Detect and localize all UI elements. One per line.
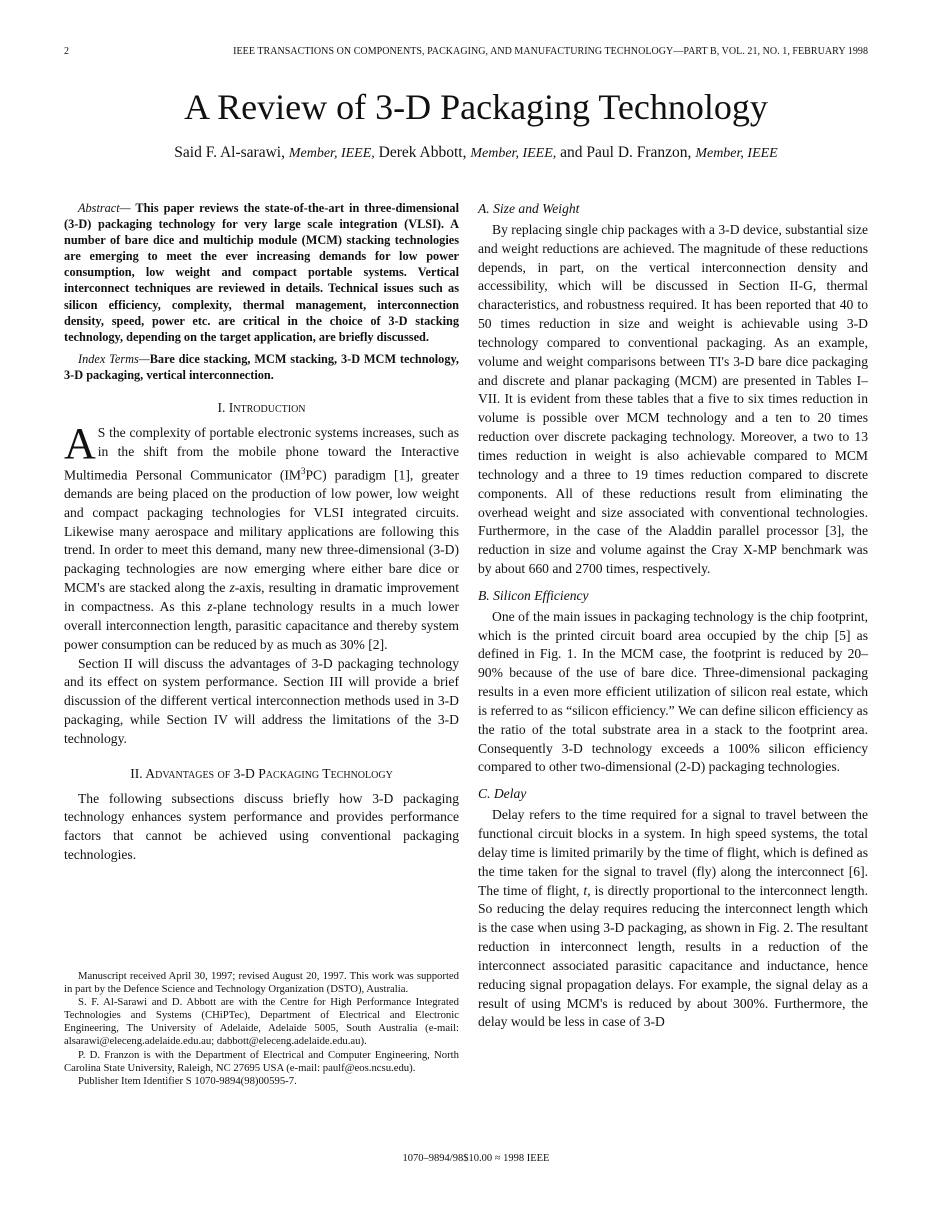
- copyright-footer: 1070–9894/98$10.00 ≈ 1998 IEEE: [402, 1153, 550, 1164]
- author-name: Derek Abbott,: [378, 144, 467, 161]
- subsection-heading: A. Size and Weight: [478, 201, 580, 216]
- author-role: Member, IEEE,: [288, 146, 375, 161]
- author-name: and Paul D. Franzon,: [560, 144, 692, 161]
- math-var: z: [229, 580, 235, 596]
- footnote: S. F. Al-Sarawi and D. Abbott are with the Centre for High Performance Integrated Technologies and Systems (CHiPTec), Department of Electrical and Electronic Engineering, The University of Adelaide, Adelaide 5005, South Australia (e-mail: alsarawi@eleceng.adelaide.edu.au; dabbott@eleceng.adelaide.edu.au).: [64, 996, 459, 1048]
- drop-cap: A: [64, 418, 96, 468]
- index-terms: [64, 351, 459, 383]
- math-var: t: [583, 882, 588, 898]
- index-terms-text: Bare dice stacking, MCM stacking, 3-D MCM technology, 3-D packaging, vertical interconnection.: [64, 351, 460, 382]
- left-column: [64, 200, 459, 865]
- paragraph: [478, 806, 868, 1032]
- paragraph: One of the main issues in packaging technology is the chip footprint, which is the printed circuit board area occupied by the chip [5] as defined in Fig. 1. In the MCM case, the footprint is reduced by 20–90% because of the use of bare dice. Three-dimensional packaging results in a even more efficient utilization of silicon real estate, which is referred to as “silicon efficiency.” We can define silicon efficiency as the ratio of the total substrate area in a stack to the footprint area. Consequently 3-D technology exceeds a 100% silicon efficiency compared to other two-dimensional (2-D) packaging technologies.: [478, 608, 868, 775]
- paragraph: Section II will discuss the advantages of 3-D packaging technology and its effect on system performance. Section III will provide a brief discussion of the different vertical interconnection methods used in 3-D packaging, while Section IV will address the limitations of the 3-D technology.: [64, 655, 459, 746]
- footnote: Publisher Item Identifier S 1070-9894(98)00595-7.: [78, 1074, 297, 1087]
- right-column: [478, 200, 868, 1032]
- math-var: z: [207, 599, 213, 614]
- text: , is directly proportional to the interconnect length. So reducing the delay requires reducing the interconnect length which is the case when using 3-D packaging, as shown in Fig. 2. The resultant reduction in interconnect length, results in a reduction of the interconnect associated parasitic capacitance and inductance, hence reducing signal propagation delays. For example, the signal delay as a result of using MCM's is reduced by about 300%. Furthermore, the delay would be less in case of 3-D: [478, 882, 868, 1030]
- paragraph: [64, 418, 459, 655]
- author-name: Said F. Al-sarawi,: [174, 144, 285, 161]
- authors: [0, 144, 952, 162]
- abstract-text: This paper reviews the state-of-the-art in three-dimensional (3-D) packaging technology for very large scale integration (VLSI). A number of bare dice and multichip module (MCM) stacking technologies are emerging to meet the ever increasing demands for low power consumption, low weight and compact portable systems. Vertical interconnect techniques are reviewed in details. Technical issues such as silicon efficiency, complexity, thermal management, interconnection density, speed, power etc. are critical in the choice of 3-D stacking technology, depending on the target application, are briefly discussed.: [64, 201, 459, 344]
- abstract: [64, 200, 459, 345]
- paper-title: A Review of 3-D Packaging Technology: [184, 87, 768, 127]
- author-role: Member, IEEE: [695, 146, 778, 161]
- page-number: 2: [64, 46, 69, 57]
- abstract-label: Abstract—: [78, 201, 131, 215]
- footnotes: [64, 970, 459, 1088]
- journal-title: IEEE TRANSACTIONS ON COMPONENTS, PACKAGING, AND MANUFACTURING TECHNOLOGY—PART B, VOL. 21, NO. 1, FEBRUARY 1998: [233, 46, 868, 57]
- subsection-heading: B. Silicon Efficiency: [478, 587, 589, 603]
- text: S the complexity of portable electronic systems increases, such as in the shift from the mobile phone toward the Interactive Multimedia Personal Communicator (IM: [64, 424, 459, 483]
- text: PC) paradigm [1], greater demands are being placed on the production of low power, low weight and compact packaging technologies for VLSI integrated circuits. Likewise many aerospace and military applications are following this trend. In order to meet this demand, many new three-dimensional (3-D) packaging technologies are now emerging where either bare dice or MCM's are stacked along the: [64, 467, 459, 596]
- section-heading: I. Introduction: [217, 400, 306, 416]
- superscript: 3: [300, 465, 306, 476]
- index-terms-label: Index Terms—: [78, 351, 150, 366]
- footnote: P. D. Franzon is with the Department of Electrical and Computer Engineering, North Carolina State University, Raleigh, NC 27695 USA (e-mail: paulf@eos.ncsu.edu).: [64, 1048, 459, 1074]
- text: -axis, resulting in dramatic improvement in compactness. As this: [64, 580, 459, 614]
- paragraph: By replacing single chip packages with a 3-D device, substantial size and weight reductions are achieved. The magnitude of these reductions depends, in part, on the vertical interconnection density and accessibility, which will be discussed in Section II-G, thermal characteristics, and robustness required. It has been reported that 40 to 50 times reduction in size and weight is achievable using 3-D technology compared to conventional packaging. As an example, volume and weight comparisons between TI's 3-D bare dice packaging and discrete and planar packaging (MCM) are presented in Tables I–VII. It is evident from these tables that a five to six times reduction in volume is possible over MCM technology and a ten to 20 times reduction over discrete packaging technology. Moreover, a two to 13 times reduction in weight is also achievable compared to MCM technology and a three to 19 times reduction compared to discrete components. All of these reductions result from eliminating the overhead weight and size associated with conventional technologies. Furthermore, in the case of the Aladdin parallel processor [3], the reduction in size and volume against the Cray X-MP benchmark was by about 660 and 2700 times, respectively.: [478, 221, 868, 577]
- subsection-heading: C. Delay: [478, 786, 527, 802]
- footnote: Manuscript received April 30, 1997; revised August 20, 1997. This work was supported in part by the Defence Science and Technology Organization (DSTO), Australia.: [64, 970, 459, 996]
- text: Delay refers to the time required for a signal to travel between the functional circuit blocks in a system. In high speed systems, the total delay time is limited primarily by the time of flight, which is defined as the time taken for the signal to travel (fly) along the interconnect [6]. The time of flight,: [478, 807, 868, 898]
- text: -plane technology results in a much lower overall interconnection length, parasitic capacitance and thereby system power consumption can be reduced by as much as 30% [2].: [64, 599, 459, 652]
- section-heading: II. Advantages of 3-D Packaging Technology: [130, 765, 393, 781]
- author-role: Member, IEEE,: [470, 146, 557, 161]
- paragraph: The following subsections discuss briefly how 3-D packaging technology enhances system performance and provides performance factors that cannot be achieved using conventional packaging technologies.: [64, 790, 459, 863]
